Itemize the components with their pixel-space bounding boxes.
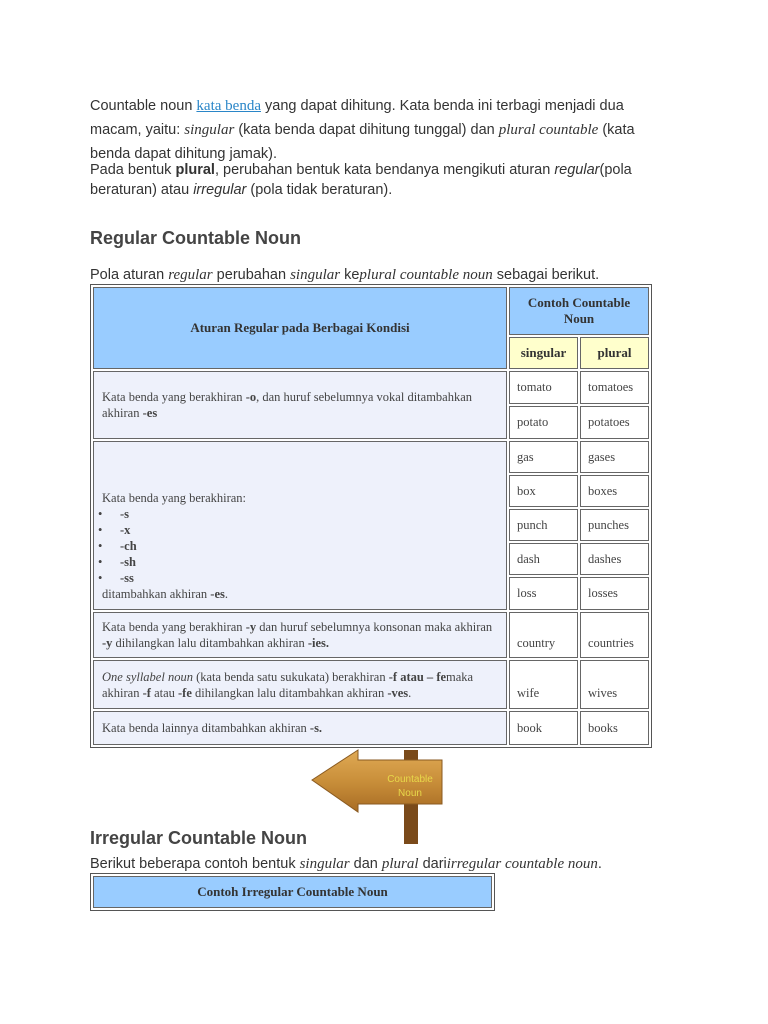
irregular-table-header: Contoh Irregular Countable Noun: [93, 876, 492, 908]
intro-text: (kata benda dapat dihitung tunggal) dan: [234, 122, 499, 138]
rule-suffix: -o: [245, 390, 257, 404]
intro-text: yang dapat dihitung. Kata benda ini terbagi menjadi dua macam, yaitu:: [90, 98, 624, 138]
signpost-label-line2: Noun: [398, 788, 422, 799]
rule-suffix: fe: [436, 669, 447, 684]
example-plural: boxes: [580, 475, 649, 507]
lead-text: Pola aturan: [90, 267, 169, 283]
rule-suffix: -ies.: [307, 636, 330, 650]
ending-item: • -sh: [102, 554, 498, 570]
countable-noun-signpost: [308, 746, 448, 846]
lead-text: ke: [340, 267, 360, 283]
header-singular: singular: [509, 337, 578, 369]
rule-text: atau: [150, 685, 179, 700]
irregular-heading: Irregular Countable Noun: [90, 828, 308, 848]
example-plural: potatoes: [580, 406, 649, 439]
paragraph-text: (pola tidak beraturan).: [246, 182, 393, 198]
paragraph-text: , perubahan bentuk kata bendanya mengikuti aturan: [214, 162, 555, 178]
plural-rule-paragraph: [90, 160, 670, 200]
example-singular: country: [509, 612, 578, 658]
rule-text: ditambahkan akhiran: [102, 587, 211, 601]
lead-text: sebagai berikut.: [492, 267, 600, 283]
irregular-countable-noun-term: irregular countable noun: [446, 856, 598, 872]
intro-text: Countable noun: [90, 98, 197, 114]
example-plural: tomatoes: [580, 371, 649, 404]
rule-text: Kata benda yang berakhiran: [102, 390, 246, 404]
rule-text: (kata benda satu sukukata) berakhiran: [192, 669, 389, 684]
rule-suffix: -y: [245, 620, 257, 634]
rule-text: Kata benda lainnya ditambahkan akhiran: [102, 721, 310, 735]
rule-text: , dan huruf sebelumnya vokal ditambahkan akhiran: [102, 390, 473, 420]
rule-suffix: -f: [388, 669, 398, 684]
header-examples: Contoh Countable Noun: [509, 287, 649, 335]
example-singular: potato: [509, 406, 578, 439]
rule-y: [93, 612, 507, 658]
intro-paragraph: [90, 94, 670, 166]
rule-suffix: -ves: [387, 685, 409, 700]
example-plural: losses: [580, 577, 649, 610]
plural-countable-term: plural countable: [498, 122, 599, 138]
singular-term: singular: [290, 267, 341, 283]
plural-term: plural: [381, 856, 419, 872]
signpost-label-line1: Countable: [387, 774, 433, 785]
ending-item: • -ch: [102, 538, 498, 554]
rule-text: maka akhiran: [102, 669, 474, 700]
rule-italic: One syllabel noun: [102, 669, 193, 684]
rule-suffix: -f: [142, 685, 151, 700]
rule-text: Kata benda yang berakhiran:: [102, 491, 247, 505]
rule-suffix: atau –: [397, 669, 434, 684]
paragraph-text: (pola beraturan) atau: [90, 162, 632, 198]
example-singular: book: [509, 711, 578, 745]
example-singular: punch: [509, 509, 578, 541]
rule-other: [93, 711, 507, 745]
ending-item: • -ss: [102, 570, 498, 586]
plural-countable-noun-term: plural countable noun: [359, 267, 493, 283]
rule-sibilant: [93, 441, 507, 610]
rule-text: .: [408, 685, 412, 700]
example-singular: box: [509, 475, 578, 507]
rule-text: dihilangkan lalu ditambahkan akhiran: [191, 685, 388, 700]
lead-text: dan: [349, 856, 382, 872]
rule-text: .: [224, 587, 228, 601]
example-singular: gas: [509, 441, 578, 473]
example-plural: wives: [580, 660, 649, 709]
lead-text: Berikut beberapa contoh bentuk: [90, 856, 300, 872]
regular-term: regular: [168, 267, 213, 283]
header-rule: Aturan Regular pada Berbagai Kondisi: [93, 287, 507, 369]
singular-term: singular: [299, 856, 350, 872]
example-plural: punches: [580, 509, 649, 541]
lead-text: perubahan: [212, 267, 291, 283]
lead-text: .: [597, 856, 602, 872]
ending-item: • -x: [102, 522, 498, 538]
intro-text: (kata benda dapat dihitung jamak).: [90, 122, 635, 162]
rule-f: [93, 660, 507, 709]
rule-suffix: -y: [102, 636, 113, 650]
rule-suffix: -s.: [309, 721, 323, 735]
regular-term: regular: [554, 162, 600, 178]
example-singular: loss: [509, 577, 578, 610]
singular-term: singular: [184, 122, 235, 138]
rule-text: Kata benda yang berakhiran: [102, 620, 246, 634]
rule-text: dan huruf sebelumnya konsonan maka akhiran: [256, 620, 493, 634]
irregular-term: irregular: [193, 182, 247, 198]
paragraph-text: Pada bentuk: [90, 162, 176, 178]
example-singular: wife: [509, 660, 578, 709]
ending-list: [102, 506, 498, 586]
lead-text: dari: [418, 856, 447, 872]
example-singular: tomato: [509, 371, 578, 404]
example-plural: countries: [580, 612, 649, 658]
kata-benda-link[interactable]: kata benda: [196, 98, 261, 114]
example-plural: dashes: [580, 543, 649, 575]
header-plural: plural: [580, 337, 649, 369]
rule-text: dihilangkan lalu ditambahkan akhiran: [112, 636, 308, 650]
plural-bold: plural: [175, 162, 215, 178]
rule-suffix: -fe: [178, 685, 192, 700]
example-plural: books: [580, 711, 649, 745]
regular-heading: Regular Countable Noun: [90, 228, 301, 248]
rule-o: [93, 371, 507, 439]
irregular-examples-table: [90, 873, 495, 911]
regular-rules-table: [90, 284, 652, 748]
rule-suffix: -es: [142, 406, 158, 420]
example-singular: dash: [509, 543, 578, 575]
example-plural: gases: [580, 441, 649, 473]
ending-item: • -s: [102, 506, 498, 522]
rule-suffix: -es: [210, 587, 225, 601]
